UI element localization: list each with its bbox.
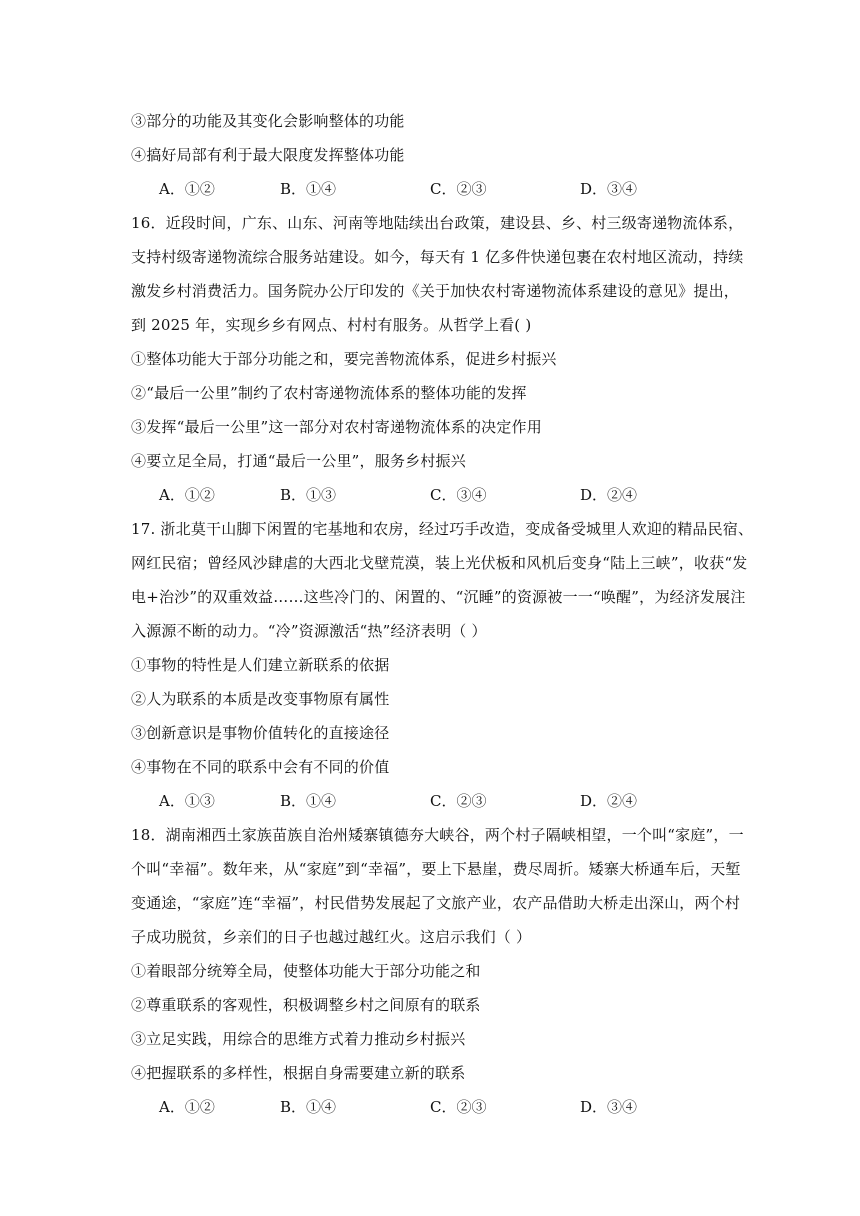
- q16-option-a: A．①②: [159, 486, 215, 504]
- q16-statement-3: ③发挥“最后一公里”这一部分对农村寄递物流体系的决定作用: [131, 418, 542, 436]
- q18-stem-line-2: 个叫“幸福”。数年来，从“家庭”到“幸福”，要上下悬崖，费尽周折。矮寨大桥通车后，天堑: [131, 860, 741, 878]
- q16-option-d: D．②④: [580, 486, 638, 504]
- q17-statement-1: ①事物的特性是人们建立新联系的依据: [131, 656, 390, 674]
- q18-options: [159, 1097, 719, 1117]
- q18-option-b: B．①④: [280, 1098, 337, 1116]
- q16-statement-1: ①整体功能大于部分功能之和，要完善物流体系，促进乡村振兴: [131, 350, 557, 368]
- q16-stem-line-3: 激发乡村消费活力。国务院办公厅印发的《关于加快农村寄递物流体系建设的意见》提出，: [131, 282, 740, 300]
- q18-stem-line-3: 变通途，“家庭”连“幸福”，村民借势发展起了文旅产业，农产品借助大桥走出深山，两个村: [131, 894, 741, 912]
- q16-option-c: C．③④: [430, 486, 487, 504]
- q16-options: [159, 485, 719, 505]
- q18-statement-2: ②尊重联系的客观性，积极调整乡村之间原有的联系: [131, 996, 481, 1014]
- q17-option-d: D．②④: [580, 792, 638, 810]
- q17-statement-3: ③创新意识是事物价值转化的直接途径: [131, 724, 390, 742]
- q18-stem-line-1: 18．湖南湘西土家族苗族自治州矮寨镇德夯大峡谷，两个村子隔峡相望，一个叫“家庭”，一: [131, 826, 744, 844]
- q16-option-b: B．①③: [280, 486, 337, 504]
- q17-statement-4: ④事物在不同的联系中会有不同的价值: [131, 758, 390, 776]
- q17-stem-line-4: 入源源不断的动力。“冷”资源激活“热”经济表明（ ）: [131, 622, 487, 640]
- q17-stem-line-1: 17. 浙北莫干山脚下闲置的宅基地和农房，经过巧手改造，变成备受城里人欢迎的精品民宿、: [131, 520, 754, 538]
- q17-stem-line-2: 网红民宿；曾经风沙肆虐的大西北戈壁荒漠，装上光伏板和风机后变身“陆上三峡”，收获“发: [131, 554, 748, 572]
- q18-statement-3: ③立足实践，用综合的思维方式着力推动乡村振兴: [131, 1030, 466, 1048]
- q17-option-a: A．①③: [159, 792, 215, 810]
- q15-statement-3: ③部分的功能及其变化会影响整体的功能: [131, 112, 405, 130]
- q18-stem-line-4: 子成功脱贫，乡亲们的日子也越过越红火。这启示我们（ ）: [131, 928, 532, 946]
- q15-options: [159, 179, 719, 199]
- q16-statement-2: ②“最后一公里”制约了农村寄递物流体系的整体功能的发挥: [131, 384, 527, 402]
- q15-option-d: D．③④: [580, 180, 638, 198]
- q17-option-b: B．①④: [280, 792, 337, 810]
- q15-option-a: A．①②: [159, 180, 215, 198]
- q17-options: [159, 791, 719, 811]
- q17-option-c: C．②③: [430, 792, 487, 810]
- q15-option-c: C．②③: [430, 180, 487, 198]
- q18-option-a: A．①②: [159, 1098, 215, 1116]
- q18-option-c: C．②③: [430, 1098, 487, 1116]
- q17-stem-line-3: 电+治沙”的双重效益……这些冷门的、闲置的、“沉睡”的资源被一一“唤醒”，为经济发展注: [131, 588, 746, 606]
- q15-statement-4: ④搞好局部有利于最大限度发挥整体功能: [131, 146, 405, 164]
- q16-statement-4: ④要立足全局，打通“最后一公里”，服务乡村振兴: [131, 452, 466, 470]
- q16-stem-line-1: 16．近段时间，广东、山东、河南等地陆续出台政策，建设县、乡、村三级寄递物流体系，: [131, 214, 744, 232]
- q16-stem-line-4: 到 2025 年，实现乡乡有网点、村村有服务。从哲学上看( ): [131, 316, 532, 334]
- q16-stem-line-2: 支持村级寄递物流综合服务站建设。如今，每天有 1 亿多件快递包裹在农村地区流动，持续: [131, 248, 744, 266]
- q17-statement-2: ②人为联系的本质是改变事物原有属性: [131, 690, 390, 708]
- q18-statement-1: ①着眼部分统筹全局，使整体功能大于部分功能之和: [131, 962, 481, 980]
- q18-statement-4: ④把握联系的多样性，根据自身需要建立新的联系: [131, 1064, 466, 1082]
- q18-option-d: D．③④: [580, 1098, 638, 1116]
- q15-option-b: B．①④: [280, 180, 337, 198]
